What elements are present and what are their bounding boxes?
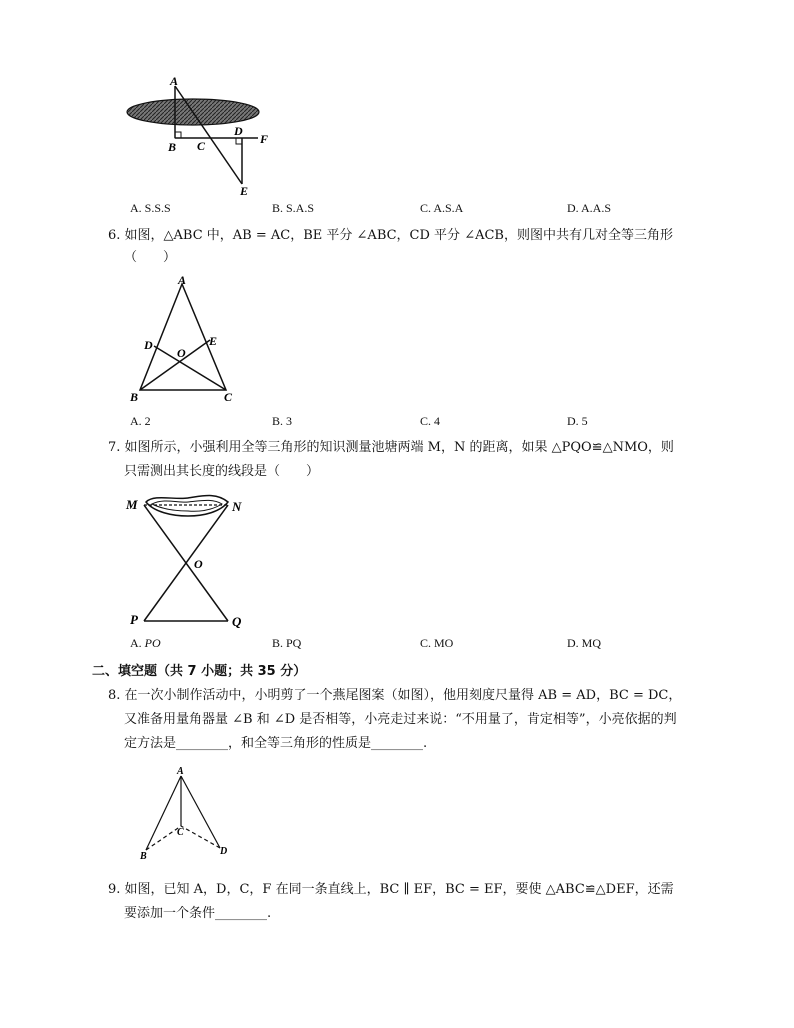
label-b: B — [140, 851, 147, 862]
label-a: A — [178, 273, 187, 287]
q7-question-line2: 只需测出其长度的线段是（ ） — [124, 464, 320, 479]
q9-question-line2: 要添加一个条件________. — [124, 906, 272, 921]
label-a: A — [170, 74, 179, 88]
label-e: E — [240, 184, 249, 198]
label-d: D — [144, 338, 153, 352]
label-b: B — [168, 140, 177, 154]
q6-option-c[interactable]: C. 4 — [420, 414, 441, 428]
q6-option-b[interactable]: B. 3 — [272, 414, 293, 428]
label-b: B — [130, 390, 139, 404]
line-cd — [154, 346, 226, 390]
right-angle-d — [236, 138, 242, 144]
section-title: 二、填空题（共 7 小题；共 35 分） — [92, 664, 307, 679]
q7-figure — [124, 490, 254, 632]
q5-option-b[interactable]: B. S.A.S — [272, 201, 315, 215]
label-c: C — [177, 827, 184, 838]
label-a: A — [177, 766, 184, 777]
q6-option-a[interactable]: A. 2 — [130, 414, 151, 428]
q7-option-c[interactable]: C. MO — [420, 636, 454, 650]
label-c: C — [197, 139, 206, 153]
pond-outline-inner — [152, 500, 222, 511]
label-p: P — [130, 612, 138, 627]
right-angle-b — [175, 132, 181, 138]
q6-option-d[interactable]: D. 5 — [567, 414, 588, 428]
q8-question-line3: 定方法是________，和全等三角形的性质是________. — [124, 736, 428, 751]
q9-question-line1: 9. 如图，已知 A，D，C，F 在同一条直线上，BC ∥ EF，BC = EF，要使 △ABC≌△DEF，还需 — [108, 882, 674, 897]
q8-question-line2: 又准备用量角器量 ∠B 和 ∠D 是否相等，小亮走过来说：“不用量了，肯定相等”，小亮依据的判 — [124, 712, 677, 727]
label-c: C — [224, 390, 233, 404]
q7-question-line1: 7. 如图所示，小强利用全等三角形的知识测量池塘两端 M，N 的距离，如果 △PQO≌△NMO，则 — [108, 440, 674, 455]
q7-option-b[interactable]: B. PQ — [272, 636, 302, 650]
label-n: N — [232, 499, 242, 514]
q6-figure — [126, 272, 246, 406]
q6-answer-blank[interactable]: （ ） — [124, 250, 177, 265]
label-o: O — [177, 346, 186, 360]
line-ab — [146, 776, 181, 850]
q7-option-a[interactable]: A. PO — [130, 636, 161, 650]
q5-option-a[interactable]: A. S.S.S — [130, 201, 171, 215]
label-f: F — [260, 132, 269, 146]
label-q: Q — [232, 614, 242, 629]
label-d: D — [234, 124, 243, 138]
q7-option-d[interactable]: D. MQ — [567, 636, 602, 650]
label-d: D — [220, 846, 228, 857]
q5-figure — [120, 72, 280, 198]
label-e: E — [209, 334, 218, 348]
q8-figure — [134, 764, 244, 864]
q8-question-line1: 8. 在一次小制作活动中，小明剪了一个燕尾图案（如图），他用刻度尺量得 AB = AD，BC = DC， — [108, 688, 682, 703]
q5-option-c[interactable]: C. A.S.A — [420, 201, 464, 215]
pond-outline-outer — [146, 496, 228, 517]
label-m: M — [126, 497, 138, 512]
q5-option-d[interactable]: D. A.A.S — [567, 201, 612, 215]
label-o: O — [194, 557, 203, 571]
q6-question-line1: 6. 如图，△ABC 中，AB = AC，BE 平分 ∠ABC，CD 平分 ∠ACB，则图中共有几对全等三角形 — [108, 228, 673, 243]
